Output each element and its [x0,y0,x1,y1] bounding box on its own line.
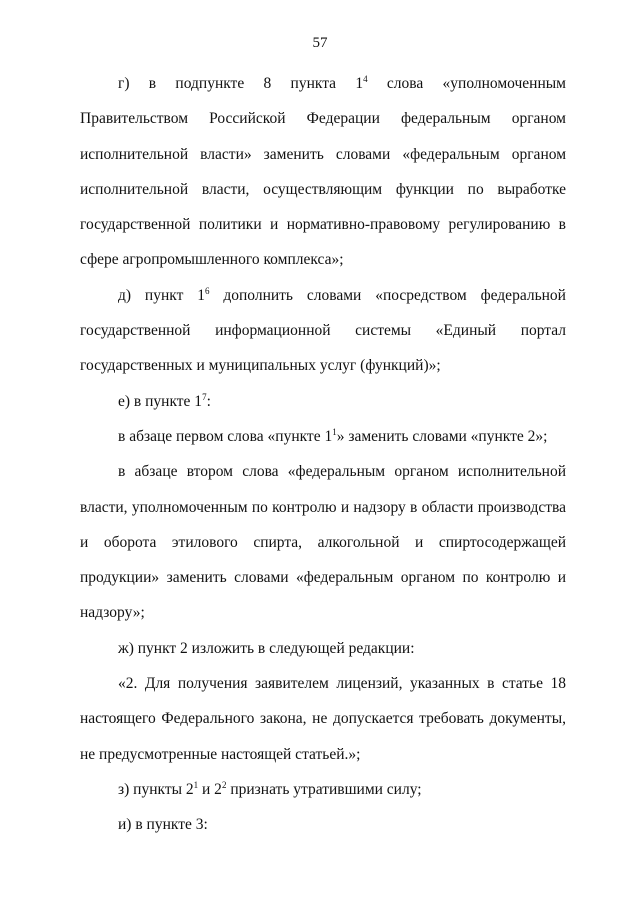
paragraph-e-second-abzac [80,454,566,630]
superscript: 1 [332,426,337,437]
text-run: признать утратившими силу; [226,780,422,798]
paragraph-g [80,66,566,278]
text-run: в абзаце первом слова «пункте 1 [118,427,333,445]
paragraph-e [80,384,566,419]
text-run: слова «уполномоченным Правительством Российской Федерации федеральным органом исполнительной власти» заменить словами «федеральным органом исполнительной власти, осуществляющим функции по выработке государственной политики и нормативно-правовому регулированию в сфере агропромышленного комплекса»; [80,75,566,269]
text-run: : [206,392,211,410]
text-run: «2. Для получения заявителем лицензий, указанных в статье 18 настоящего Федерального закона, не допускается требовать документы, не предусмотренные настоящей статьей.»; [80,675,566,763]
page-number: 57 [312,35,328,51]
text-run: е) в пункте 1 [118,392,203,410]
paragraph-i [80,807,566,842]
superscript: 4 [363,74,368,84]
superscript: 6 [204,285,210,296]
text-run: з) пункты 2 [118,780,194,798]
superscript: 7 [202,391,207,402]
superscript: 1 [193,779,199,790]
document-body [80,66,566,843]
paragraph-e-first-abzac [80,419,566,454]
text-run: д) пункт 1 [118,286,205,304]
text-run: ж) пункт 2 изложить в следующей редакции: [118,639,415,657]
text-run: дополнить словами «посредством федеральной государственной информационной системы «Единый портал государственных и муниципальных услуг (функций)»; [80,286,566,375]
paragraph-d [80,278,566,384]
text-run: г) в подпункте 8 пункта 1 [118,75,364,92]
paragraph-z [80,772,566,807]
text-run: и 2 [198,780,222,798]
text-run: в абзаце втором слова «федеральным органом исполнительной власти, уполномоченным по контролю и надзору в области производства и оборота этилового спирта, алкогольной и спиртосодержащей продукции» заменить словами «федеральным органом по контролю и надзору»; [80,463,566,622]
superscript: 2 [221,779,227,790]
text-run: и) в пункте 3: [118,816,208,834]
text-run: » заменить словами «пункте 2»; [336,427,548,445]
paragraph-zh [80,631,566,666]
paragraph-zh-quoted-text [80,666,566,772]
